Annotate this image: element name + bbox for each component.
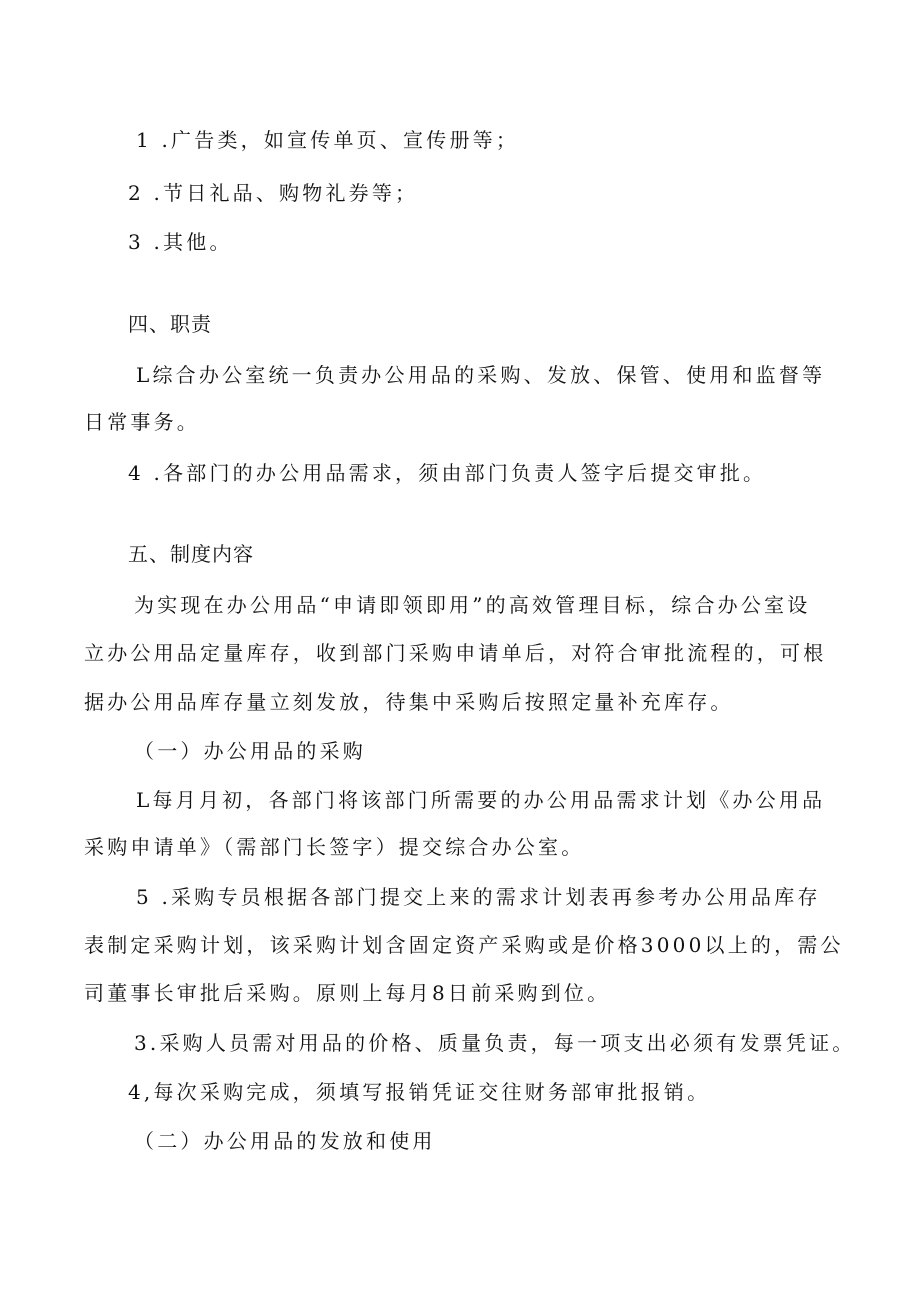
section-5-heading: 五、制度内容 (128, 542, 254, 566)
subsection-1-p2-line-2: 表制定采购计划，该采购计划含固定资产采购或是价格3000以上的，需公 (84, 933, 844, 957)
subsection-1-p1-line-1: L每月月初，各部门将该部门所需要的办公用品需求计划《办公用品 (136, 788, 826, 812)
list-item-3: 3 .其他。 (128, 230, 233, 254)
section-5-intro-line-1: 为实现在办公用品“申请即领即用”的高效管理目标，综合办公室设 (134, 593, 811, 617)
subsection-2-heading: （二）办公用品的发放和使用 (134, 1129, 436, 1153)
subsection-1-p2-line-1: 5 .采购专员根据各部门提交上来的需求计划表再参考办公用品库存 (136, 885, 821, 909)
section-4-heading: 四、职责 (128, 312, 212, 336)
section-5-intro-line-3: 据办公用品库存量立刻发放，待集中采购后按照定量补充库存。 (84, 690, 734, 714)
subsection-1-p3: 3.采购人员需对用品的价格、质量负责，每一项支出必须有发票凭证。 (134, 1031, 856, 1055)
subsection-1-p2-line-3: 司董事长审批后采购。原则上每月8日前采购到位。 (84, 981, 611, 1005)
subsection-1-p1-line-2: 采购申请单》（需部门长签字）提交综合办公室。 (84, 835, 585, 859)
list-item-2: 2 .节日礼品、购物礼券等； (128, 181, 419, 205)
subsection-1-p4: 4,每次采购完成，须填写报销凭证交往财务部审批报销。 (128, 1080, 711, 1104)
section-4-item-2: 4 .各部门的办公用品需求，须由部门负责人签字后提交审批。 (128, 461, 767, 485)
list-item-1: 1 .广告类，如宣传单页、宣传册等； (136, 128, 520, 152)
section-5-intro-line-2: 立办公用品定量库存，收到部门采购申请单后，对符合审批流程的，可根 (84, 641, 827, 665)
section-4-item-1-line-1: L综合办公室统一负责办公用品的采购、发放、保管、使用和监督等 (136, 363, 826, 387)
subsection-1-heading: （一）办公用品的采购 (134, 739, 366, 763)
section-4-item-1-line-2: 日常事务。 (84, 410, 200, 434)
